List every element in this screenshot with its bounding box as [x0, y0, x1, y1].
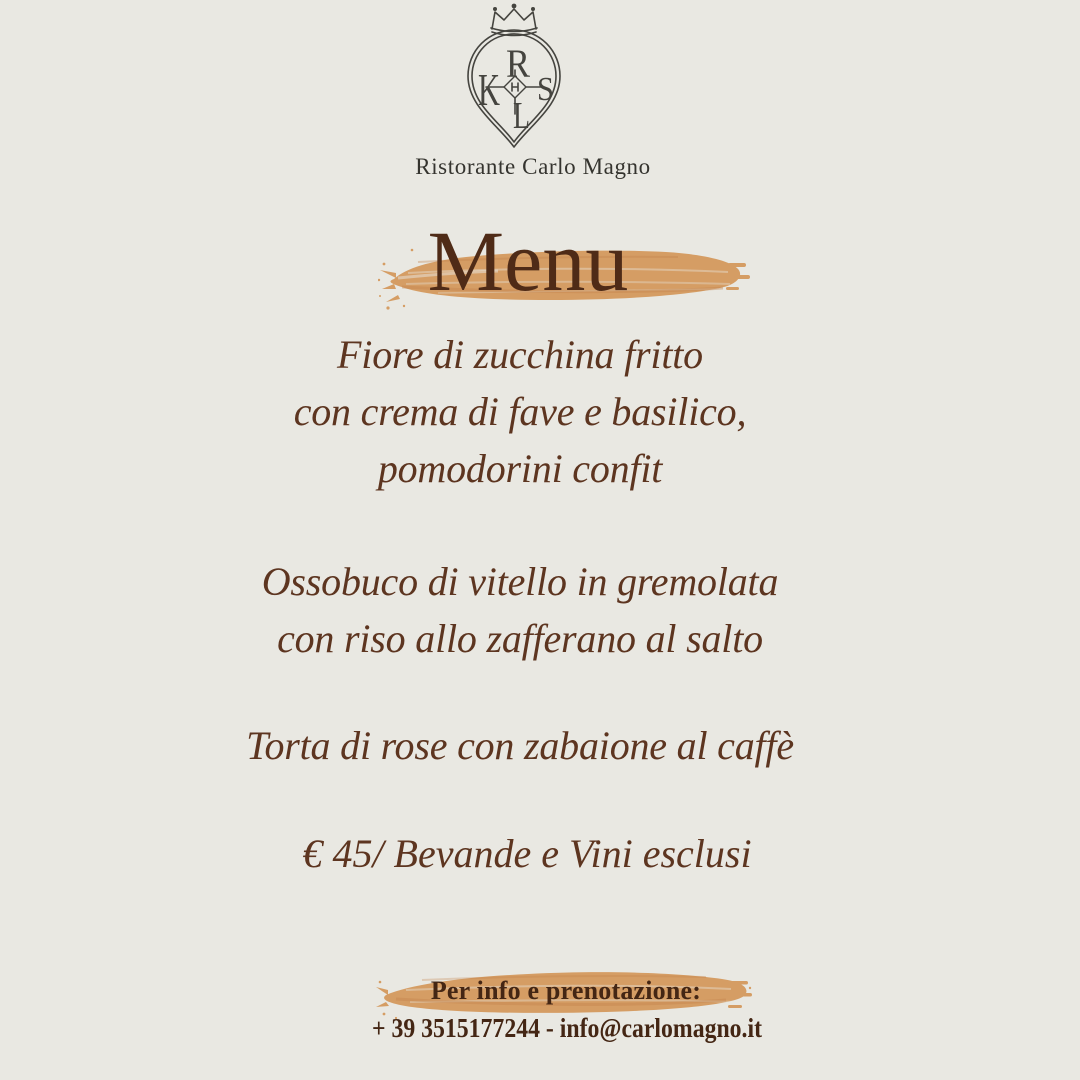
- restaurant-logo: [466, 2, 562, 150]
- monogram-letter-k: K: [478, 64, 500, 115]
- monogram-letter-r: R: [506, 41, 531, 86]
- brand-name: Ristorante Carlo Magno: [415, 154, 651, 179]
- menu-course-second: [70, 553, 970, 667]
- footer-contact: [345, 1013, 788, 1043]
- menu-course-dessert: [70, 717, 970, 774]
- menu-line: con riso allo zafferano al salto: [277, 616, 763, 661]
- page-title: Menu: [427, 213, 629, 309]
- monogram-letter-s: S: [537, 71, 554, 108]
- menu-line: pomodorini confit: [377, 446, 663, 491]
- monogram-letter-l: L: [513, 95, 530, 137]
- menu-course-first: [70, 326, 970, 497]
- menu-line: Torta di rose con zabaione al caffè: [246, 723, 794, 768]
- menu-line: Ossobuco di vitello in gremolata: [261, 559, 779, 604]
- footer-contact-text: + 39 3515177244 - info@carlomagno.it: [371, 1013, 763, 1043]
- menu-line: Fiore di zucchina fritto: [337, 332, 703, 377]
- footer-info-label: Per info e prenotazione:: [430, 976, 702, 1005]
- price-note: € 45/ Bevande e Vini esclusi: [302, 831, 752, 876]
- menu-line: con crema di fave e basilico,: [293, 389, 747, 434]
- karolus-monogram: [478, 41, 554, 137]
